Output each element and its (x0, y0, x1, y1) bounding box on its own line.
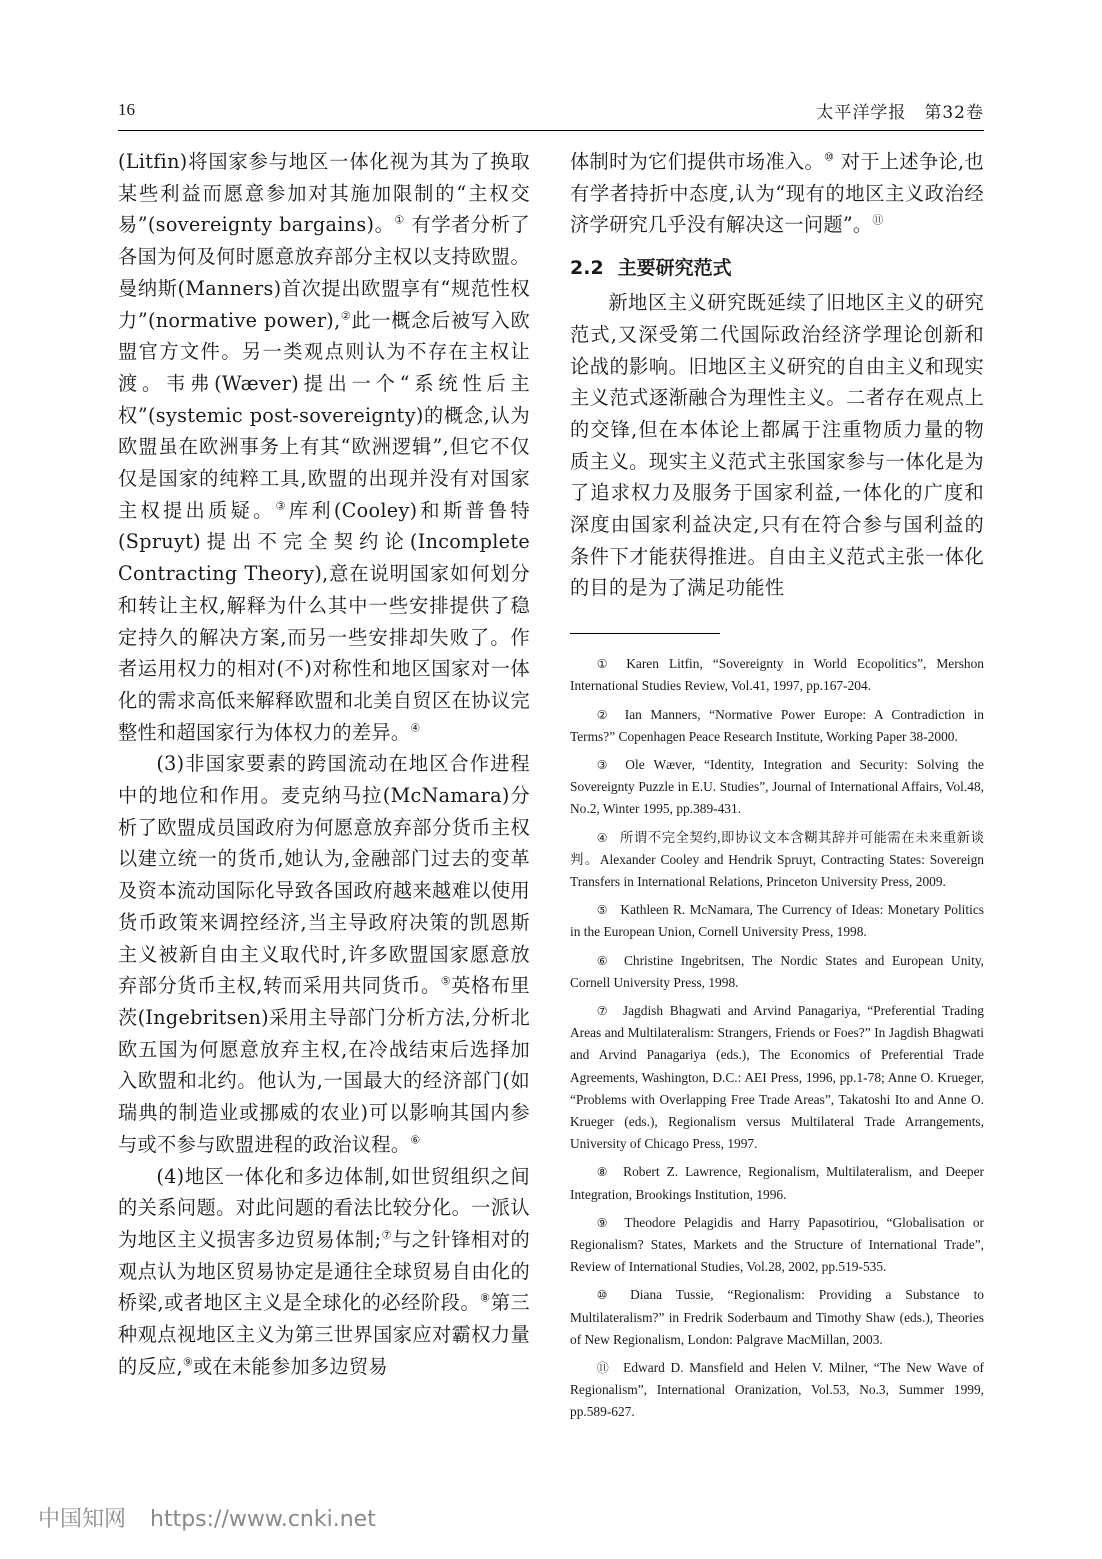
footnote-ref[interactable]: ⑨ (182, 1355, 194, 1369)
page-number: 16 (118, 100, 135, 119)
right-column (570, 146, 984, 1430)
footnote-ref[interactable]: ① (394, 214, 405, 228)
section-title: 主要研究范式 (617, 257, 732, 280)
footnote: ⑥ Christine Ingebritsen, The Nordic States and European Unity, Cornell University Press, 1998. (570, 952, 985, 990)
footnote: ④ 所谓不完全契约,即协议文本含糊其辞并可能需在未来重新谈判。Alexander Cooley and Hendrik Spruyt, Contracting States: Sovereign Transfers in International Relations, Princeton University Press, 2009. (570, 829, 984, 889)
footnote-ref[interactable]: ⑪ (872, 214, 884, 228)
footnote: ③ Ole Wæver, “Identity, Integration and Security: Solving the Sovereignty Puzzle in E.U. Studies”, Journal of International Affairs, Vol.48, No.2, Winter 1995, pp.389-431. (570, 756, 984, 817)
footnote: ⑪ Edward D. Mansfield and Helen V. Milner, “The New Wave of Regionalism”, International Oranization, Vol.53, No.3, Summer 1999, pp.589-627. (570, 1360, 984, 1420)
footnote-ref[interactable]: ⑤ (440, 974, 452, 988)
footnote-divider (570, 633, 720, 634)
footnote-ref[interactable]: ⑧ (480, 1291, 491, 1305)
section-number: 2.2 (570, 257, 604, 280)
body-paragraph: (3)非国家要素的跨国流动在地区合作进程中的地位和作用。麦克纳马拉(McNamara)分析了欧盟成员国政府为何愿意放弃部分货币主权以建立统一的货币,她认为,金融部门过去的变革及资本流动国际化导致各国政府越来越难以使用货币政策来调控经济,当主导政府决策的凯恩斯主义被新自由主义取代时,许多欧盟国家愿意放弃部分货币主权,转而采用共同货币。⑤英格布里茨(Ingebritsen)采用主导部门分析方法,分析北欧五国为何愿意放弃主权,在冷战结束后选择加入欧盟和北约。他认为,一国最大的经济部门(如瑞典的制造业或挪威的农业)可以影响其国内参与或不参与欧盟进程的政治议程。⑥ (118, 752, 530, 1156)
footnote-ref[interactable]: ⑥ (410, 1133, 421, 1147)
footnote-ref[interactable]: ③ (275, 499, 289, 513)
page-header (118, 96, 984, 131)
footnote: ⑤ Kathleen R. McNamara, The Currency of Ideas: Monetary Politics in the European Union, Cornell University Press, 1998. (570, 902, 984, 940)
section-heading (570, 253, 984, 283)
footnote-ref[interactable]: ② (340, 309, 352, 323)
footnotes (570, 653, 984, 1424)
cnki-watermark (38, 1502, 376, 1533)
footnote-ref[interactable]: ④ (410, 721, 421, 735)
running-head: 太平洋学报 第32卷 (816, 103, 984, 123)
footnote: ⑨ Theodore Pelagidis and Harry Papasotiriou, “Globalisation or Regionalism? States, Markets and the Structure of International Trade”, Review of International Studies, Vol.28, 2002, pp.519-535. (570, 1214, 984, 1275)
watermark-url[interactable]: https://www.cnki.net (150, 1507, 376, 1532)
body-paragraph: 新地区主义研究既延续了旧地区主义的研究范式,又深受第二代国际政治经济学理论创新和论战的影响。旧地区主义研究的自由主义和现实主义范式逐渐融合为理性主义。二者存在观点上的交锋,但在本体论上都属于注重物质力量的物质主义。现实主义范式主张国家参与一体化是为了追求权力及服务于国家利益,一体化的广度和深度由国家利益决定,只有在符合参与国利益的条件下才能获得推进。自由主义范式主张一体化的目的是为了满足功能性 (570, 291, 984, 600)
body-paragraph: (Litfin)将国家参与地区一体化视为其为了换取某些利益而愿意参加对其施加限制的“主权交易”(sovereignty bargains)。① 有学者分析了各国为何及何时愿意放弃部分主权以支持欧盟。曼纳斯(Manners)首次提出欧盟享有“规范性权力”(normative power),②此一概念后被写入欧盟官方文件。另一类观点则认为不存在主权让渡。韦弗(Wæver)提出一个“系统性后主权”(systemic post-sovereignty)的概念,认为欧盟虽在欧洲事务上有其“欧洲逻辑”,但它不仅仅是国家的纯粹工具,欧盟的出现并没有对国家主权提出质疑。③库利(Cooley)和斯普鲁特(Spruyt)提出不完全契约论(Incomplete Contracting Theory),意在说明国家如何划分和转让主权,解释为什么其中一些安排提供了稳定持久的解决方案,而另一些安排却失败了。作者运用权力的相对(不)对称性和地区国家对一体化的需求高低来解释欧盟和北美自贸区在协议完整性和超国家行为体权力的差异。④ (118, 150, 530, 744)
left-column (118, 146, 530, 1382)
footnote: ⑧ Robert Z. Lawrence, Regionalism, Multilateralism, and Deeper Integration, Brookings Institution, 1996. (570, 1164, 984, 1202)
footnote: ⑩ Diana Tussie, “Regionalism: Providing a Substance to Multilateralism?” in Fredrik Soderbaum and Timothy Shaw (eds.), Theories of New Regionalism, London: Palgrave MacMillan, 2003. (570, 1287, 984, 1347)
footnote-ref[interactable]: ⑦ (381, 1228, 393, 1242)
body-paragraph: (4)地区一体化和多边体制,如世贸组织之间的关系问题。对此问题的看法比较分化。一派认为地区主义损害多边贸易体制;⑦与之针锋相对的观点认为地区贸易协定是通往全球贸易自由化的桥梁,或者地区主义是全球化的必经阶段。⑧第三种观点视地区主义为第三世界国家应对霸权力量的反应,⑨或在未能参加多边贸易 (118, 1164, 530, 1378)
footnote-ref[interactable]: ⑩ (824, 150, 835, 164)
footnote: ① Karen Litfin, “Sovereignty in World Ecopolitics”, Mershon International Studies Review, Vol.41, 1997, pp.167-204. (570, 656, 984, 694)
footnote: ⑦ Jagdish Bhagwati and Arvind Panagariya, “Preferential Trading Areas and Multilateralism: Strangers, Friends or Foes?” In Jagdish Bhagwati and Arvind Panagariya (eds.), The Economics of Preferential Trade Agreements, Washington, D.C.: AEI Press, 1996, pp.1-78; Anne O. Krueger, “Problems with Overlapping Free Trade Areas”, Takatoshi Ito and Anne O. Krueger (eds.), Regionalism versus Multilateral Trade Arrangements, University of Chicago Press, 1997. (570, 1002, 984, 1152)
footnote: ② Ian Manners, “Normative Power Europe: A Contradiction in Terms?” Copenhagen Peace Research Institute, Working Paper 38-2000. (570, 706, 984, 744)
watermark-logo-text: 中国知网 (38, 1507, 127, 1532)
body-paragraph: 体制时为它们提供市场准入。⑩ 对于上述争论,也有学者持折中态度,认为“现有的地区主义政治经济学研究几乎没有解决这一问题”。⑪ (570, 150, 984, 237)
